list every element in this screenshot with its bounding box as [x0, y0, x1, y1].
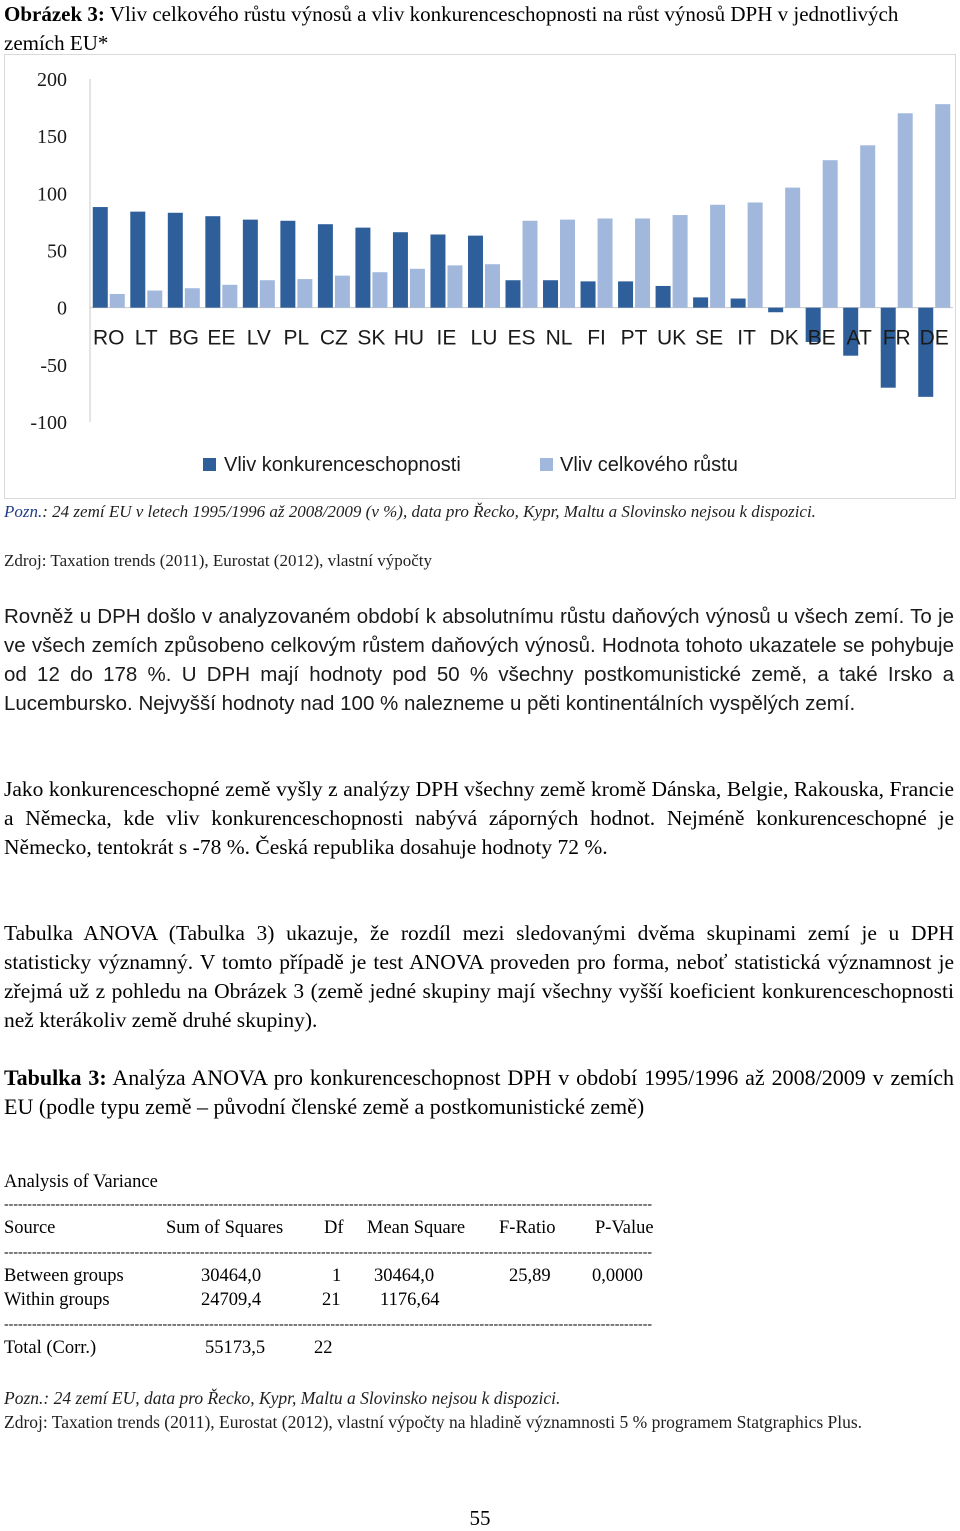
figure-note — [4, 500, 954, 524]
table-rule-top: ------------------------------------------------------------------------------------------------------------------------------------------- — [4, 1197, 653, 1212]
y-tick-label: 150 — [37, 126, 67, 149]
bar-vliv-celkoveho-rustu — [560, 220, 575, 308]
bar-vliv-celkoveho-rustu — [147, 291, 162, 308]
bar-vliv-konkurenceschopnosti — [693, 297, 708, 307]
bar-vliv-celkoveho-rustu — [523, 221, 538, 308]
row-p: 0,0000 — [592, 1266, 643, 1286]
x-tick-label: LV — [246, 326, 271, 350]
y-tick-label: -50 — [40, 354, 67, 377]
legend-label-konkurenceschopnosti: Vliv konkurenceschopnosti — [224, 454, 461, 476]
bar-vliv-celkoveho-rustu — [823, 160, 838, 307]
total-df: 22 — [314, 1338, 333, 1358]
bar-vliv-celkoveho-rustu — [635, 218, 650, 307]
bar-vliv-konkurenceschopnosti — [355, 228, 370, 308]
x-tick-label: BE — [807, 326, 836, 350]
bar-vliv-konkurenceschopnosti — [243, 220, 258, 308]
paragraph-2: Jako konkurenceschopné země vyšly z analýzy DPH všechny země kromě Dánska, Belgie, Rakouska, Francie a Německa, kde vliv konkurenceschopnosti nabývá záporných hodnot. Nejméně konkurenceschopné je Německo, tentokrát s -78 %. Česká republika dosahuje hodnoty 72 %. — [4, 777, 954, 859]
x-tick-label: PT — [620, 326, 648, 350]
y-tick-label: 0 — [57, 297, 67, 320]
bar-vliv-konkurenceschopnosti — [656, 286, 671, 308]
figure-note-text: : 24 zemí EU v letech 1995/1996 až 2008/2009 (v %), data pro Řecko, Kypr, Maltu a Slovinsko nejsou k dispozici. — [42, 502, 816, 521]
table-row — [4, 1290, 704, 1314]
x-tick-label: HU — [393, 326, 425, 350]
bar-vliv-konkurenceschopnosti — [618, 281, 633, 307]
col-sum-of-squares: Sum of Squares — [166, 1218, 284, 1238]
bar-vliv-celkoveho-rustu — [372, 272, 387, 307]
figure-note-label: Pozn. — [4, 502, 43, 521]
page-number: 55 — [469, 1506, 491, 1530]
bar-vliv-celkoveho-rustu — [297, 279, 312, 308]
col-df: Df — [324, 1218, 344, 1238]
y-tick-label: 200 — [37, 69, 67, 91]
bar-vliv-konkurenceschopnosti — [280, 221, 295, 308]
col-source: Source — [4, 1218, 56, 1238]
bar-vliv-celkoveho-rustu — [860, 145, 875, 307]
bar-vliv-celkoveho-rustu — [935, 104, 950, 308]
figure-source: Zdroj: Taxation trends (2011), Eurostat (2012), vlastní výpočty — [4, 551, 432, 570]
figure-label: Obrázek 3: — [4, 2, 105, 26]
bar-vliv-celkoveho-rustu — [748, 202, 763, 307]
y-tick-label: -100 — [30, 412, 67, 434]
bar-vliv-celkoveho-rustu — [222, 285, 237, 308]
bar-vliv-konkurenceschopnosti — [581, 281, 596, 307]
legend-swatch-konkurenceschopnosti — [203, 458, 216, 471]
bar-vliv-konkurenceschopnosti — [318, 224, 333, 307]
paragraph-1: Rovněž u DPH došlo v analyzovaném období k absolutnímu růstu daňových výnosů u všech zemí. To je ve všech zemích způsobeno celkovým růstem daňových výnosů. Hodnota tohoto ukazatele se pohybuje od 12 do 178 %. U DPH mají hodnoty pod 50 % všechny postkomunistické země, a také Irsko a Lucembursko. Nejvyšší hodnoty nad 100 % nalezneme u pěti kontinentálních vyspělých zemí. — [4, 605, 954, 715]
figure-title — [4, 0, 956, 58]
bar-vliv-celkoveho-rustu — [785, 188, 800, 308]
bar-vliv-celkoveho-rustu — [673, 215, 688, 308]
table-rule-mid: ------------------------------------------------------------------------------------------------------------------------------------------- — [4, 1245, 653, 1260]
table-header-row — [4, 1218, 704, 1242]
table-label: Tabulka 3: — [4, 1065, 107, 1090]
bar-vliv-konkurenceschopnosti — [731, 299, 746, 308]
table-title-text: Analýza ANOVA pro konkurenceschopnost DPH v období 1995/1996 až 2008/2009 v zemích EU (podle typu země – původní členské země a postkomunistické země) — [4, 1065, 954, 1119]
x-tick-label: AT — [846, 326, 872, 350]
x-tick-label: FR — [882, 326, 911, 350]
x-tick-label: EE — [207, 326, 236, 350]
total-sum: 55173,5 — [205, 1338, 266, 1358]
x-tick-label: CZ — [319, 326, 348, 350]
bar-vliv-konkurenceschopnosti — [93, 207, 108, 308]
bar-vliv-konkurenceschopnosti — [205, 216, 220, 307]
y-tick-label: 50 — [47, 240, 67, 263]
x-tick-label: IE — [436, 326, 457, 350]
bar-vliv-celkoveho-rustu — [598, 218, 613, 307]
x-tick-label: PL — [283, 326, 310, 350]
bar-vliv-konkurenceschopnosti — [768, 308, 783, 313]
legend-label-celkoveho-rustu: Vliv celkového růstu — [560, 454, 738, 476]
row-source: Between groups — [4, 1266, 124, 1286]
x-tick-label: IT — [737, 326, 756, 350]
row-sum: 24709,4 — [201, 1290, 262, 1310]
x-tick-label: ES — [507, 326, 536, 350]
row-sum: 30464,0 — [201, 1266, 262, 1286]
x-tick-label: DE — [919, 326, 949, 350]
chart-frame — [4, 54, 956, 499]
bar-vliv-konkurenceschopnosti — [506, 280, 521, 307]
table-source: Zdroj: Taxation trends (2011), Eurostat (2012), vlastní výpočty na hladině významnosti 5 % programem Statgraphics Plus. — [4, 1412, 863, 1432]
table-note: Pozn.: 24 zemí EU, data pro Řecko, Kypr, Maltu a Slovinsko nejsou k dispozici. — [4, 1388, 561, 1408]
bar-vliv-konkurenceschopnosti — [468, 236, 483, 308]
bar-vliv-konkurenceschopnosti — [393, 232, 408, 307]
x-tick-label: BG — [168, 326, 199, 350]
figure-title-text: Vliv celkového růstu výnosů a vliv konkurenceschopnosti na růst výnosů DPH v jednotlivých zemích EU* — [4, 2, 899, 55]
bar-vliv-konkurenceschopnosti — [543, 280, 558, 307]
bar-chart — [5, 55, 957, 500]
bar-vliv-konkurenceschopnosti — [130, 212, 145, 308]
x-tick-label: SE — [695, 326, 724, 350]
row-f: 25,89 — [509, 1266, 551, 1286]
bar-vliv-celkoveho-rustu — [335, 276, 350, 308]
row-mean: 30464,0 — [374, 1266, 435, 1286]
bar-vliv-celkoveho-rustu — [710, 205, 725, 308]
row-source: Within groups — [4, 1290, 110, 1310]
row-df: 1 — [332, 1266, 342, 1286]
paragraph-3: Tabulka ANOVA (Tabulka 3) ukazuje, že rozdíl mezi sledovanými dvěma skupinami zemí je u DPH statisticky významný. V tomto případě je test ANOVA proveden pro forma, neboť statistická významnost je zřejmá už z pohledu na Obrázek 3 (země jedné skupiny mají všechny vyšší koeficient konkurenceschopnosti než kterákoliv země druhé skupiny). — [4, 921, 954, 1032]
y-tick-label: 100 — [37, 183, 67, 206]
x-tick-label: DK — [769, 326, 799, 350]
x-tick-label: RO — [93, 326, 125, 350]
bar-vliv-konkurenceschopnosti — [918, 308, 933, 397]
bar-vliv-celkoveho-rustu — [185, 288, 200, 307]
table-rule-bottom: ------------------------------------------------------------------------------------------------------------------------------------------- — [4, 1317, 653, 1332]
row-mean: 1176,64 — [380, 1290, 440, 1310]
x-tick-label: NL — [545, 326, 573, 350]
anova-heading: Analysis of Variance — [4, 1172, 158, 1192]
bar-vliv-celkoveho-rustu — [898, 113, 913, 307]
total-source: Total (Corr.) — [4, 1338, 97, 1358]
x-tick-label: UK — [656, 326, 687, 350]
bar-vliv-celkoveho-rustu — [485, 264, 500, 307]
bar-vliv-celkoveho-rustu — [447, 265, 462, 307]
x-tick-label: FI — [587, 326, 606, 350]
col-f-ratio: F-Ratio — [499, 1218, 556, 1238]
table-total-row — [4, 1338, 704, 1362]
legend-swatch-celkoveho-rustu — [540, 458, 553, 471]
bar-vliv-konkurenceschopnosti — [430, 234, 445, 307]
col-mean-square: Mean Square — [367, 1218, 466, 1238]
x-tick-label: SK — [357, 326, 386, 350]
table-title — [4, 1063, 954, 1121]
x-tick-label: LT — [134, 326, 158, 350]
bar-vliv-konkurenceschopnosti — [168, 213, 183, 308]
table-row — [4, 1266, 704, 1290]
col-p-value: P-Value — [595, 1218, 654, 1238]
bar-vliv-celkoveho-rustu — [110, 294, 125, 308]
row-df: 21 — [322, 1290, 341, 1310]
bar-vliv-celkoveho-rustu — [260, 280, 275, 307]
x-tick-label: LU — [470, 326, 498, 350]
bar-vliv-celkoveho-rustu — [410, 269, 425, 308]
